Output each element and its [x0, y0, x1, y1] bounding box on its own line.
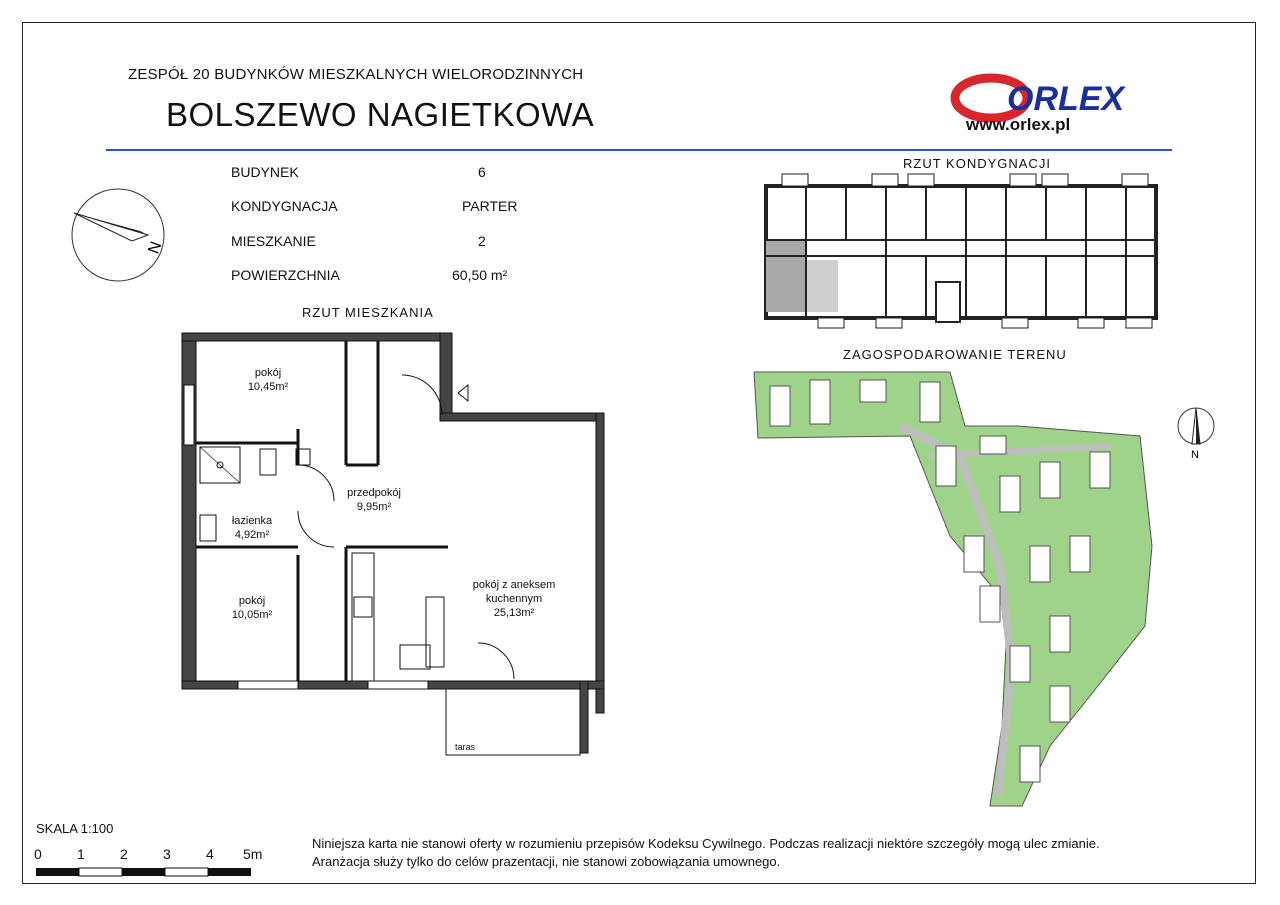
toilet	[260, 449, 276, 475]
site-plan-title: ZAGOSPODAROWANIE TERENU	[843, 347, 1067, 362]
header-rule	[106, 149, 1172, 151]
scale-tick: 3	[163, 846, 171, 862]
door-swing	[298, 465, 334, 501]
highlighted-apartment	[766, 240, 806, 312]
site-plan-map	[750, 366, 1170, 812]
info-value-powierzchnia: 60,50 m²	[452, 267, 508, 283]
scale-ruler	[36, 866, 276, 878]
disclaimer-line-1: Niniejsza karta nie stanowi oferty w rozumieniu przepisów Kodeksu Cywilnego. Podczas realizacji niektóre szczegóły mogą ulec zmianie.	[312, 836, 1100, 851]
compass-needle	[74, 213, 148, 241]
wall-north-left	[182, 333, 452, 341]
scale-tick: 2	[120, 846, 128, 862]
wall-east	[596, 413, 604, 713]
compass-site	[1176, 404, 1216, 460]
window	[368, 681, 428, 689]
scale-tick: 0	[34, 846, 42, 862]
room-area: 10,45m²	[247, 381, 289, 393]
cooktop	[354, 597, 372, 617]
info-value-budynek: 6	[478, 164, 486, 180]
room-name: taras	[454, 742, 475, 752]
info-label-budynek: BUDYNEK	[231, 164, 299, 180]
room-name: pokój	[254, 367, 282, 379]
info-value-mieszkanie: 2	[478, 233, 486, 249]
window	[184, 385, 194, 445]
project-title: BOLSZEWO NAGIETKOWA	[166, 96, 595, 133]
scale-label: SKALA 1:100	[36, 821, 114, 836]
compass-ring	[72, 189, 164, 281]
info-label-mieszkanie: MIESZKANIE	[231, 233, 316, 249]
room-area: 4,92m²	[234, 529, 270, 541]
shower-tray-diagonal	[200, 447, 240, 483]
room-name: łazienka	[231, 515, 273, 527]
wall-north-right	[440, 413, 604, 421]
scale-tick: 5m	[243, 846, 263, 862]
scale-tick: 4	[206, 846, 214, 862]
info-label-kondygnacja: KONDYGNACJA	[231, 198, 338, 214]
compass-north-label: N	[145, 239, 166, 257]
room-area: 10,05m²	[231, 609, 273, 621]
entrance-marker	[458, 385, 468, 401]
room-name-line2: kuchennym	[485, 593, 543, 605]
compass-apartment	[60, 185, 180, 285]
staircase	[936, 282, 960, 322]
info-label-powierzchnia: POWIERZCHNIA	[231, 267, 340, 283]
logo-text: ORLEX	[1007, 80, 1125, 118]
apartment-plan-title: RZUT MIESZKANIA	[302, 305, 434, 320]
room-area: 25,13m²	[493, 607, 535, 619]
wall-north-step	[440, 333, 452, 417]
floor-plan-title: RZUT KONDYGNACJI	[903, 156, 1051, 171]
brand-url: www.orlex.pl	[966, 115, 1071, 134]
disclaimer	[312, 835, 1100, 871]
washbasin	[200, 515, 216, 541]
kitchen-island	[426, 597, 444, 667]
info-value-kondygnacja: PARTER	[462, 198, 518, 214]
scale-tick: 1	[77, 846, 85, 862]
disclaimer-line-2: Aranżacja służy tylko do celów prazentacji, nie stanowi zobowiązania umownego.	[312, 854, 781, 869]
door-swing-terrace	[478, 643, 514, 679]
room-area: 9,95m²	[356, 501, 392, 513]
compass-north-label: N	[1191, 449, 1199, 460]
door-swing	[298, 511, 334, 547]
stair-area	[806, 260, 838, 312]
room-name: pokój	[238, 595, 266, 607]
room-name-line1: pokój z aneksem	[472, 579, 556, 591]
room-name: przedpokój	[347, 487, 401, 499]
terrace-wall	[580, 681, 588, 753]
building-floor-plan	[752, 170, 1168, 332]
project-subtitle: ZESPÓŁ 20 BUDYNKÓW MIESZKALNYCH WIELORODZINNYCH	[128, 66, 584, 83]
door-swing-entry	[402, 375, 442, 415]
window	[238, 681, 298, 689]
site-boundary	[754, 372, 1152, 806]
